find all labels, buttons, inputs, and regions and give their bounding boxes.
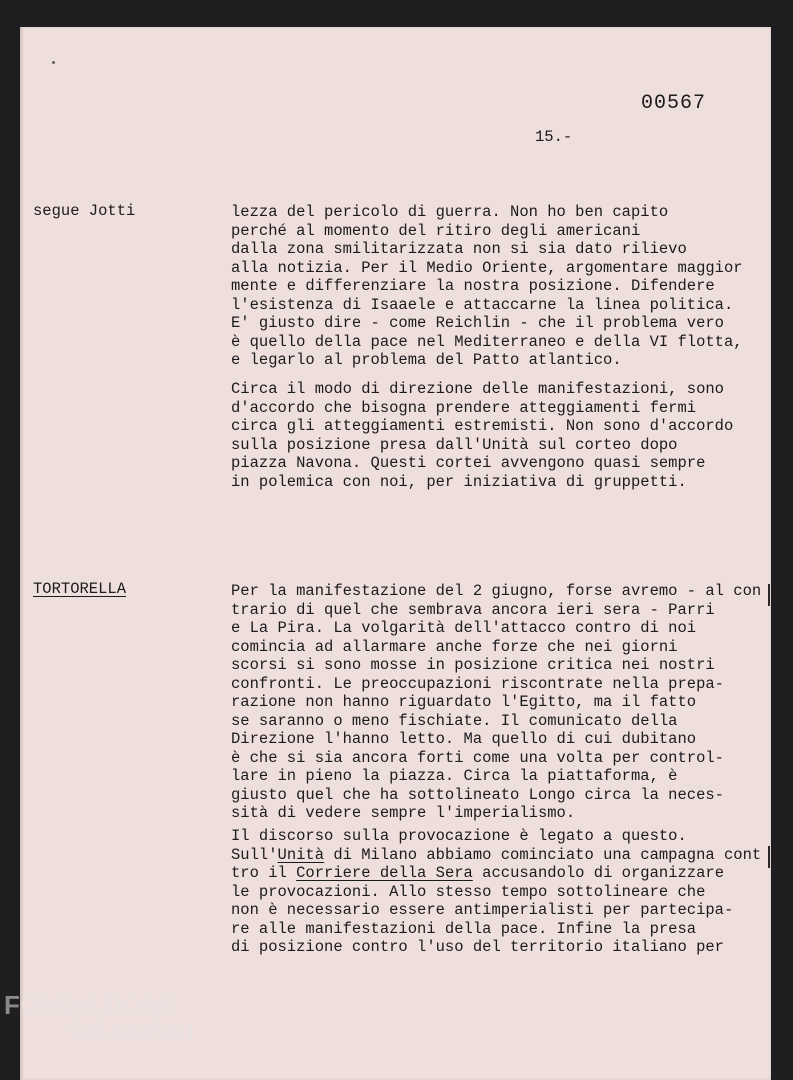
text-line: in polemica con noi, per iniziativa di gruppetti. xyxy=(231,472,687,491)
text-line: piazza Navona. Questi cortei avvengono quasi sempre xyxy=(231,454,706,472)
text-line: Direzione l'hanno letto. Ma quello di cui dubitano xyxy=(231,730,697,748)
text-line xyxy=(231,883,761,902)
paper-speck xyxy=(52,61,55,64)
text-line: E' giusto dire - come Reichlin - che il problema vero xyxy=(231,314,724,332)
margin-mark xyxy=(768,584,770,606)
text-line: d'accordo che bisogna prendere atteggiamenti fermi xyxy=(231,398,697,417)
speaker-label-tortorella: TORTORELLA xyxy=(33,580,127,598)
text-line: e La Pira. La volgarità dell'attacco contro di noi xyxy=(231,619,697,637)
watermark-line-1: FONDAZIONE xyxy=(4,990,181,1020)
text-line: se saranno o meno fischiate. Il comunicato della xyxy=(231,711,678,730)
page-number: 15.- xyxy=(535,128,573,146)
text-line: alla notizia. Per il Medio Oriente, argomentare maggior xyxy=(231,258,743,277)
watermark-line-2: GRAMSCI xyxy=(68,1016,195,1046)
text-line: lare in pieno la piazza. Circa la piattaforma, è xyxy=(231,767,678,785)
text-line xyxy=(231,901,761,920)
text-line: confronti. Le preoccupazioni riscontrate nella prepa- xyxy=(231,674,724,693)
text-line: l'esistenza di Isaaele e attaccarne la linea politica. xyxy=(231,295,734,314)
speaker-label-jotti: segue Jotti xyxy=(33,202,136,220)
text-line xyxy=(231,846,761,865)
text-line: e legarlo al problema del Patto atlantico. xyxy=(231,351,622,369)
tortorella-paragraph-2 xyxy=(231,827,761,957)
text-fragment: Il discorso sulla provocazione è legato a questo. xyxy=(231,827,687,845)
text-line: è quello della pace nel Mediterraneo e della VI flotta, xyxy=(231,332,743,351)
text-fragment: re alle manifestazioni della pace. Infine la presa xyxy=(231,919,697,938)
text-line: scorsi si sono mosse in posizione critica nei nostri xyxy=(231,656,715,674)
document-number: 00567 xyxy=(641,92,707,115)
text-fragment: le provocazioni. Allo stesso tempo sottolineare che xyxy=(231,882,706,901)
text-line: giusto quel che ha sottolineato Longo circa la neces- xyxy=(231,785,724,804)
text-line: Per la manifestazione del 2 giugno, forse avremo - al con xyxy=(231,582,762,600)
watermark-sub: onlus xyxy=(163,1050,183,1059)
text-line: comincia ad allarmare anche forze che nei giorni xyxy=(231,637,678,656)
text-fragment: Sull' xyxy=(231,845,278,864)
text-line: razione non hanno riguardato l'Egitto, ma il fatto xyxy=(231,693,697,711)
text-line: dalla zona smilitarizzata non si sia dato rilievo xyxy=(231,240,687,258)
text-line: perché al momento del ritiro degli americani xyxy=(231,221,641,240)
text-line: circa gli atteggiamenti estremisti. Non sono d'accordo xyxy=(231,417,734,435)
text-line: sità di vedere sempre l'imperialismo. xyxy=(231,804,576,822)
text-line: mente e differenziare la nostra posizione. Difendere xyxy=(231,277,715,295)
text-line: lezza del pericolo di guerra. Non ho ben capito xyxy=(231,203,669,221)
text-line xyxy=(231,864,761,883)
text-fragment: di Milano abbiamo cominciato una campagna cont xyxy=(324,845,762,864)
text-line: è che si sia ancora forti come una volta per control- xyxy=(231,748,724,767)
jotti-paragraph-1 xyxy=(231,203,743,370)
text-fragment: non è necessario essere antimperialisti per partecipa- xyxy=(231,901,734,919)
underlined-title: Corriere della Sera xyxy=(296,864,473,882)
text-line: trario di quel che sembrava ancora ieri sera - Parri xyxy=(231,600,715,619)
margin-mark xyxy=(768,846,770,868)
text-line: Circa il modo di direzione delle manifestazioni, sono xyxy=(231,380,724,398)
text-line: sulla posizione presa dall'Unità sul corteo dopo xyxy=(231,435,678,454)
text-line xyxy=(231,938,761,957)
underlined-title: Unità xyxy=(277,845,325,864)
jotti-paragraph-2 xyxy=(231,380,733,491)
tortorella-paragraph-1 xyxy=(231,582,761,823)
text-fragment: tro il xyxy=(231,864,297,882)
text-line xyxy=(231,827,761,846)
text-line xyxy=(231,920,761,939)
text-fragment: accusandolo di organizzare xyxy=(472,864,725,882)
text-fragment: di posizione contro l'uso del territorio italiano per xyxy=(231,938,724,956)
